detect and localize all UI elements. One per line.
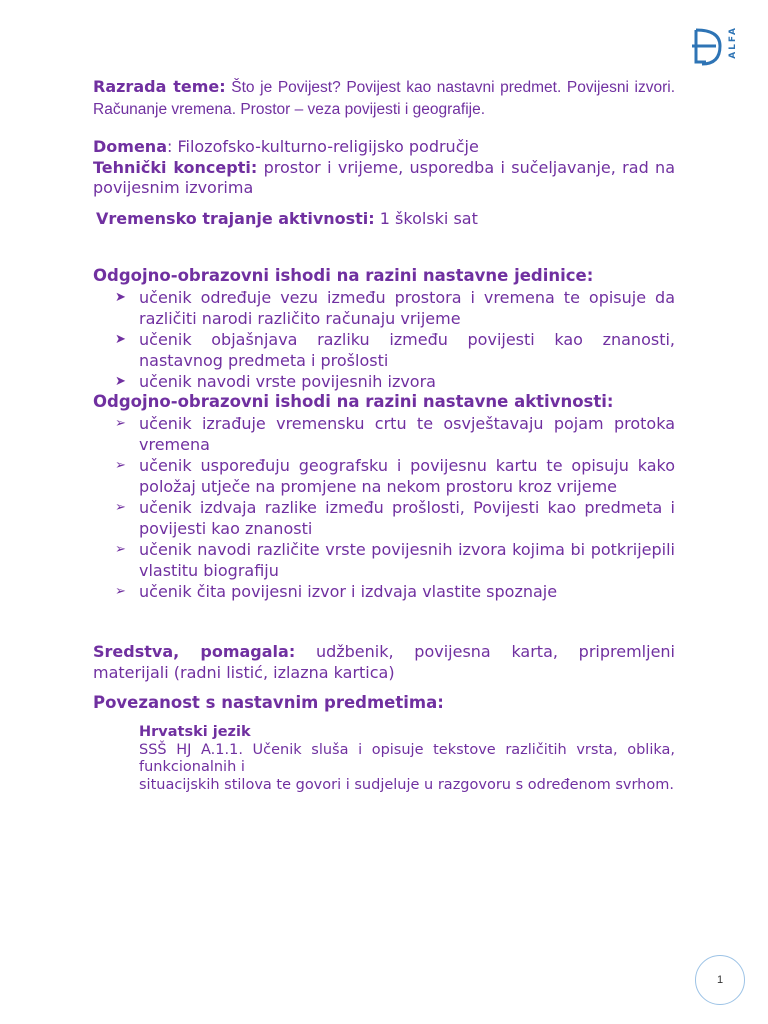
arrow-bullet-icon: ➢ xyxy=(115,542,126,557)
koncepti-label: Tehnički koncepti: xyxy=(93,157,258,177)
domena-text: : Filozofsko-kulturno-religijsko područje xyxy=(166,137,479,156)
ishodi-aktivnosti-heading: Odgojno-obrazovni ishodi na razini nastavne aktivnosti: xyxy=(93,392,614,411)
ishodi-aktivnosti-list xyxy=(93,413,675,602)
sredstva-text: udžbenik, povijesna karta, pripremljeni materijali (radni listić, izlazna kartica) xyxy=(93,642,675,682)
tehnicki-koncepti xyxy=(93,158,675,199)
list-item: ➤ učenik objašnjava razliku između povijesti kao znanosti, nastavnog predmeta i prošlosti xyxy=(115,330,675,370)
hrvatski-jezik-block xyxy=(139,724,675,794)
trajanje-label: Vremensko trajanje aktivnosti: xyxy=(96,208,375,228)
sredstva-pomagala xyxy=(93,642,675,683)
document-body xyxy=(93,76,675,794)
list-item: ➢ učenik izdvaja razlike između prošlosti, Povijesti kao predmeta i povijesti kao znanosti xyxy=(115,498,675,538)
list-item: ➤ učenik određuje vezu između prostora i vremena te opisuje da različiti narodi različito računaju vrijeme xyxy=(115,288,675,328)
arrow-bullet-icon: ➢ xyxy=(115,416,126,431)
list-item: ➤ učenik navodi vrste povijesnih izvora xyxy=(115,372,436,391)
ishodi-jedinice-heading: Odgojno-obrazovni ishodi na razini nastavne jedinice: xyxy=(93,266,594,285)
razrada-text: Što je Povijest? Povijest kao nastavni predmet. Povijesni izvori. Računanje vremena. Prostor – veza povijesti i geografije. xyxy=(93,79,676,118)
hrvatski-jezik-line1: SSŠ HJ A.1.1. Učenik sluša i opisuje tekstove različitih vrsta, oblika, funkcionalnih i xyxy=(139,741,675,775)
povezanost-heading: Povezanost s nastavnim predmetima: xyxy=(93,693,444,712)
hrvatski-jezik-title: Hrvatski jezik xyxy=(139,724,251,740)
domena-label: Domena xyxy=(93,137,167,156)
list-item: ➢ učenik navodi različite vrste povijesnih izvora kojima bi potkrijepili vlastitu biografiju xyxy=(115,540,675,580)
domena xyxy=(93,137,675,158)
razrada-teme xyxy=(93,76,675,121)
sredstva-label: Sredstva, pomagala: xyxy=(93,642,296,661)
arrow-bullet-icon: ➤ xyxy=(115,374,126,389)
arrow-bullet-icon: ➢ xyxy=(115,584,126,599)
razrada-label: Razrada teme: xyxy=(93,77,226,96)
arrow-bullet-icon: ➤ xyxy=(115,290,126,305)
koncepti-text: prostor i vrijeme, usporedba i sučeljavanje, rad na povijesnim izvorima xyxy=(93,157,676,197)
page-number: 1 xyxy=(695,955,745,1005)
alfa-logo-text: ALFA xyxy=(728,26,738,59)
trajanje-text: 1 školski sat xyxy=(379,208,478,228)
list-item: ➢ učenik izrađuje vremensku crtu te osvještavaju pojam protoka vremena xyxy=(115,414,675,454)
vremensko-trajanje xyxy=(96,209,675,230)
arrow-bullet-icon: ➢ xyxy=(115,458,126,473)
arrow-bullet-icon: ➤ xyxy=(115,332,126,347)
list-item: ➢ učenik čita povijesni izvor i izdvaja vlastite spoznaje xyxy=(115,582,558,601)
arrow-bullet-icon: ➢ xyxy=(115,500,126,515)
ishodi-jedinice-list xyxy=(93,287,675,392)
hrvatski-jezik-line2: situacijskih stilova te govori i sudjeluje u razgovoru s određenom svrhom. xyxy=(139,776,674,793)
list-item: ➢ učenik uspoređuju geografsku i povijesnu kartu te opisuju kako položaj utječe na promjene na nekom prostoru kroz vrijeme xyxy=(115,456,675,496)
